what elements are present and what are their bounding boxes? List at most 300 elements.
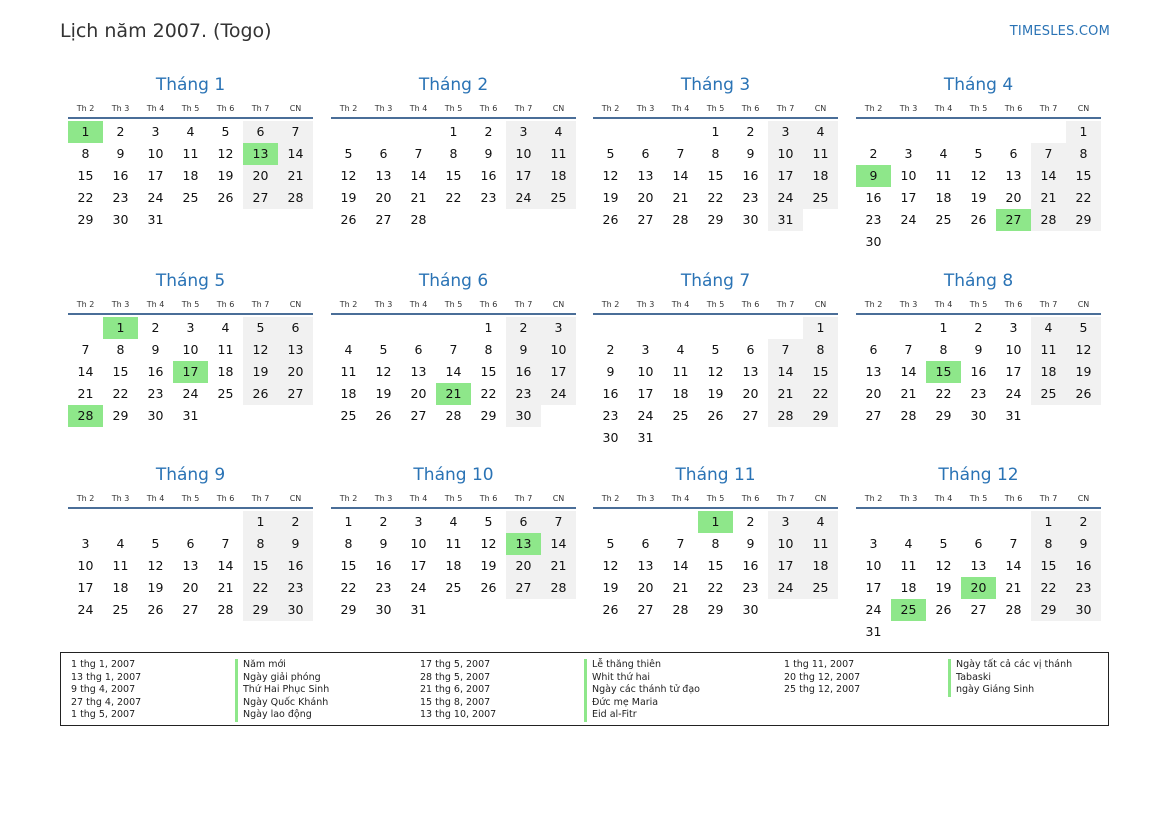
day-cell[interactable]: 28 [1031,209,1066,231]
day-cell[interactable]: 26 [970,212,987,227]
day-cell[interactable]: 12 [147,558,164,573]
day-cell[interactable]: 20 [865,386,882,401]
day-cell[interactable]: 29 [340,602,357,617]
day-cell[interactable]: 30 [970,408,987,423]
day-cell[interactable]: 12 [375,364,392,379]
day-cell[interactable]: 5 [344,146,353,161]
day-cell[interactable]: 7 [449,342,458,357]
day-cell[interactable]: 27 [865,408,882,423]
day-cell[interactable]: 25 [445,580,462,595]
day-cell[interactable]: 3 [1009,320,1018,335]
day-cell[interactable]: 18 [1031,361,1066,383]
day-cell[interactable]: 27 [182,602,199,617]
day-cell[interactable]: 27 [410,408,427,423]
day-cell[interactable]: 20 [410,386,427,401]
day-cell[interactable]: 18 [340,386,357,401]
day-cell[interactable]: 26 [707,408,724,423]
day-cell[interactable]: 2 [506,317,541,339]
day-cell[interactable]: 16 [865,190,882,205]
day-cell[interactable]: 26 [480,580,497,595]
day-cell[interactable]: 3 [81,536,90,551]
day-cell[interactable]: 22 [1031,577,1066,599]
day-cell[interactable]: 26 [1066,383,1101,405]
day-cell[interactable]: 15 [77,168,94,183]
day-cell[interactable]: 5 [221,124,230,139]
day-cell[interactable]: 10 [900,168,917,183]
day-cell[interactable]: 16 [480,168,497,183]
day-cell[interactable]: 13 [865,364,882,379]
day-cell[interactable]: 21 [900,386,917,401]
day-cell[interactable]: 8 [484,342,493,357]
day-cell[interactable]: 14 [77,364,94,379]
day-cell[interactable]: 7 [221,536,230,551]
day-cell[interactable]: 12 [707,364,724,379]
day-cell[interactable]: 26 [147,602,164,617]
day-cell[interactable]: 20 [637,580,654,595]
day-cell[interactable]: 19 [602,190,619,205]
day-cell[interactable]: 13 [1005,168,1022,183]
day-cell[interactable]: 24 [768,577,803,599]
day-cell[interactable]: 17 [410,558,427,573]
day-cell[interactable]: 14 [900,364,917,379]
day-cell[interactable]: 18 [935,190,952,205]
day-cell[interactable]: 5 [939,536,948,551]
day-cell[interactable]: 28 [217,602,234,617]
day-cell[interactable]: 8 [449,146,458,161]
day-cell[interactable]: 22 [803,383,838,405]
day-cell[interactable]: 29 [803,405,838,427]
day-cell[interactable]: 13 [182,558,199,573]
day-cell[interactable]: 11 [445,536,462,551]
day-cell[interactable]: 16 [147,364,164,379]
day-cell[interactable]: 2 [151,320,160,335]
day-cell[interactable]: 19 [935,580,952,595]
day-cell[interactable]: 18 [803,165,838,187]
day-cell[interactable]: 7 [904,342,913,357]
day-cell[interactable]: 12 [602,168,619,183]
day-cell[interactable]: 12 [935,558,952,573]
day-cell[interactable]: 30 [375,602,392,617]
day-cell[interactable]: 29 [1031,599,1066,621]
day-cell[interactable]: 24 [147,190,164,205]
holiday-day-cell[interactable]: 13 [506,533,541,555]
day-cell[interactable]: 11 [112,558,129,573]
day-cell[interactable]: 22 [935,386,952,401]
day-cell[interactable]: 4 [904,536,913,551]
day-cell[interactable]: 17 [900,190,917,205]
day-cell[interactable]: 1 [484,320,493,335]
day-cell[interactable]: 5 [974,146,983,161]
day-cell[interactable]: 20 [637,190,654,205]
day-cell[interactable]: 25 [672,408,689,423]
day-cell[interactable]: 6 [746,342,755,357]
day-cell[interactable]: 15 [112,364,129,379]
day-cell[interactable]: 23 [278,577,313,599]
day-cell[interactable]: 16 [375,558,392,573]
holiday-day-cell[interactable]: 9 [856,165,891,187]
day-cell[interactable]: 1 [1031,511,1066,533]
day-cell[interactable]: 17 [147,168,164,183]
day-cell[interactable]: 1 [449,124,458,139]
day-cell[interactable]: 16 [278,555,313,577]
day-cell[interactable]: 5 [243,317,278,339]
day-cell[interactable]: 2 [1066,511,1101,533]
day-cell[interactable]: 27 [742,408,759,423]
day-cell[interactable]: 10 [410,536,427,551]
day-cell[interactable]: 25 [803,577,838,599]
day-cell[interactable]: 4 [541,121,576,143]
day-cell[interactable]: 18 [672,386,689,401]
day-cell[interactable]: 13 [637,558,654,573]
day-cell[interactable]: 9 [116,146,125,161]
day-cell[interactable]: 25 [803,187,838,209]
day-cell[interactable]: 22 [77,190,94,205]
day-cell[interactable]: 30 [147,408,164,423]
day-cell[interactable]: 4 [344,342,353,357]
day-cell[interactable]: 1 [939,320,948,335]
day-cell[interactable]: 22 [707,190,724,205]
holiday-day-cell[interactable]: 1 [68,121,103,143]
day-cell[interactable]: 7 [768,339,803,361]
day-cell[interactable]: 9 [278,533,313,555]
day-cell[interactable]: 30 [1066,599,1101,621]
day-cell[interactable]: 10 [541,339,576,361]
day-cell[interactable]: 2 [746,124,755,139]
day-cell[interactable]: 15 [243,555,278,577]
day-cell[interactable]: 14 [445,364,462,379]
day-cell[interactable]: 22 [340,580,357,595]
day-cell[interactable]: 14 [1031,165,1066,187]
day-cell[interactable]: 24 [768,187,803,209]
day-cell[interactable]: 8 [243,533,278,555]
day-cell[interactable]: 21 [217,580,234,595]
day-cell[interactable]: 4 [1031,317,1066,339]
day-cell[interactable]: 10 [147,146,164,161]
day-cell[interactable]: 7 [414,146,423,161]
day-cell[interactable]: 15 [480,364,497,379]
day-cell[interactable]: 25 [935,212,952,227]
day-cell[interactable]: 5 [379,342,388,357]
day-cell[interactable]: 9 [606,364,615,379]
day-cell[interactable]: 19 [480,558,497,573]
day-cell[interactable]: 8 [711,146,720,161]
day-cell[interactable]: 25 [217,386,234,401]
day-cell[interactable]: 19 [707,386,724,401]
day-cell[interactable]: 13 [410,364,427,379]
day-cell[interactable]: 3 [768,511,803,533]
day-cell[interactable]: 24 [637,408,654,423]
day-cell[interactable]: 4 [676,342,685,357]
day-cell[interactable]: 27 [970,602,987,617]
day-cell[interactable]: 8 [344,536,353,551]
day-cell[interactable]: 17 [865,580,882,595]
day-cell[interactable]: 4 [186,124,195,139]
day-cell[interactable]: 31 [410,602,427,617]
day-cell[interactable]: 25 [182,190,199,205]
day-cell[interactable]: 6 [506,511,541,533]
day-cell[interactable]: 18 [217,364,234,379]
day-cell[interactable]: 4 [116,536,125,551]
day-cell[interactable]: 18 [541,165,576,187]
day-cell[interactable]: 19 [340,190,357,205]
day-cell[interactable]: 1 [803,317,838,339]
day-cell[interactable]: 30 [112,212,129,227]
day-cell[interactable]: 16 [1066,555,1101,577]
day-cell[interactable]: 8 [81,146,90,161]
day-cell[interactable]: 23 [865,212,882,227]
day-cell[interactable]: 8 [939,342,948,357]
day-cell[interactable]: 10 [865,558,882,573]
day-cell[interactable]: 15 [1031,555,1066,577]
day-cell[interactable]: 15 [707,168,724,183]
day-cell[interactable]: 10 [182,342,199,357]
day-cell[interactable]: 21 [278,165,313,187]
day-cell[interactable]: 16 [742,168,759,183]
day-cell[interactable]: 30 [742,212,759,227]
day-cell[interactable]: 8 [116,342,125,357]
day-cell[interactable]: 13 [637,168,654,183]
day-cell[interactable]: 5 [484,514,493,529]
day-cell[interactable]: 7 [81,342,90,357]
day-cell[interactable]: 7 [278,121,313,143]
day-cell[interactable]: 4 [449,514,458,529]
day-cell[interactable]: 6 [414,342,423,357]
day-cell[interactable]: 9 [1066,533,1101,555]
day-cell[interactable]: 20 [742,386,759,401]
day-cell[interactable]: 24 [506,187,541,209]
day-cell[interactable]: 15 [340,558,357,573]
day-cell[interactable]: 2 [746,514,755,529]
day-cell[interactable]: 27 [637,212,654,227]
day-cell[interactable]: 6 [186,536,195,551]
day-cell[interactable]: 26 [340,212,357,227]
day-cell[interactable]: 23 [480,190,497,205]
day-cell[interactable]: 28 [900,408,917,423]
day-cell[interactable]: 15 [803,361,838,383]
day-cell[interactable]: 3 [414,514,423,529]
day-cell[interactable]: 14 [672,168,689,183]
holiday-day-cell[interactable]: 20 [961,577,996,599]
day-cell[interactable]: 9 [151,342,160,357]
day-cell[interactable]: 19 [243,361,278,383]
day-cell[interactable]: 5 [606,146,615,161]
day-cell[interactable]: 10 [1005,342,1022,357]
day-cell[interactable]: 31 [637,430,654,445]
day-cell[interactable]: 20 [182,580,199,595]
day-cell[interactable]: 17 [541,361,576,383]
day-cell[interactable]: 12 [217,146,234,161]
day-cell[interactable]: 4 [803,121,838,143]
day-cell[interactable]: 10 [768,143,803,165]
day-cell[interactable]: 18 [112,580,129,595]
day-cell[interactable]: 12 [1066,339,1101,361]
day-cell[interactable]: 25 [112,602,129,617]
day-cell[interactable]: 15 [1066,165,1101,187]
day-cell[interactable]: 14 [410,168,427,183]
day-cell[interactable]: 11 [803,533,838,555]
holiday-day-cell[interactable]: 1 [698,511,733,533]
day-cell[interactable]: 13 [278,339,313,361]
day-cell[interactable]: 11 [672,364,689,379]
day-cell[interactable]: 7 [1031,143,1066,165]
day-cell[interactable]: 31 [1005,408,1022,423]
day-cell[interactable]: 6 [869,342,878,357]
day-cell[interactable]: 11 [541,143,576,165]
day-cell[interactable]: 20 [243,165,278,187]
day-cell[interactable]: 24 [541,383,576,405]
day-cell[interactable]: 8 [1066,143,1101,165]
day-cell[interactable]: 2 [116,124,125,139]
day-cell[interactable]: 9 [379,536,388,551]
day-cell[interactable]: 23 [602,408,619,423]
day-cell[interactable]: 24 [77,602,94,617]
day-cell[interactable]: 26 [217,190,234,205]
day-cell[interactable]: 21 [541,555,576,577]
day-cell[interactable]: 26 [602,602,619,617]
day-cell[interactable]: 13 [375,168,392,183]
day-cell[interactable]: 14 [672,558,689,573]
day-cell[interactable]: 25 [1031,383,1066,405]
day-cell[interactable]: 27 [506,577,541,599]
day-cell[interactable]: 15 [707,558,724,573]
day-cell[interactable]: 27 [375,212,392,227]
day-cell[interactable]: 1 [711,124,720,139]
day-cell[interactable]: 4 [221,320,230,335]
day-cell[interactable]: 21 [77,386,94,401]
day-cell[interactable]: 30 [278,599,313,621]
day-cell[interactable]: 29 [707,602,724,617]
day-cell[interactable]: 18 [803,555,838,577]
day-cell[interactable]: 24 [182,386,199,401]
day-cell[interactable]: 20 [506,555,541,577]
day-cell[interactable]: 12 [602,558,619,573]
day-cell[interactable]: 30 [506,405,541,427]
day-cell[interactable]: 2 [484,124,493,139]
day-cell[interactable]: 20 [1005,190,1022,205]
day-cell[interactable]: 27 [243,187,278,209]
day-cell[interactable]: 21 [410,190,427,205]
day-cell[interactable]: 12 [970,168,987,183]
day-cell[interactable]: 16 [112,168,129,183]
day-cell[interactable]: 19 [147,580,164,595]
day-cell[interactable]: 19 [970,190,987,205]
day-cell[interactable]: 20 [278,361,313,383]
day-cell[interactable]: 5 [606,536,615,551]
day-cell[interactable]: 18 [182,168,199,183]
day-cell[interactable]: 24 [865,602,882,617]
day-cell[interactable]: 2 [606,342,615,357]
day-cell[interactable]: 26 [935,602,952,617]
day-cell[interactable]: 22 [1066,187,1101,209]
holiday-day-cell[interactable]: 25 [891,599,926,621]
day-cell[interactable]: 2 [869,146,878,161]
day-cell[interactable]: 19 [375,386,392,401]
day-cell[interactable]: 1 [344,514,353,529]
day-cell[interactable]: 29 [77,212,94,227]
day-cell[interactable]: 23 [506,383,541,405]
day-cell[interactable]: 28 [1005,602,1022,617]
day-cell[interactable]: 17 [506,165,541,187]
day-cell[interactable]: 28 [672,602,689,617]
holiday-day-cell[interactable]: 15 [926,361,961,383]
day-cell[interactable]: 23 [112,190,129,205]
day-cell[interactable]: 16 [506,361,541,383]
day-cell[interactable]: 3 [186,320,195,335]
day-cell[interactable]: 21 [672,580,689,595]
day-cell[interactable]: 17 [77,580,94,595]
day-cell[interactable]: 5 [711,342,720,357]
day-cell[interactable]: 13 [970,558,987,573]
day-cell[interactable]: 1 [1066,121,1101,143]
day-cell[interactable]: 9 [746,536,755,551]
day-cell[interactable]: 21 [1031,187,1066,209]
day-cell[interactable]: 7 [676,146,685,161]
day-cell[interactable]: 23 [1066,577,1101,599]
day-cell[interactable]: 3 [641,342,650,357]
day-cell[interactable]: 24 [410,580,427,595]
day-cell[interactable]: 17 [768,165,803,187]
day-cell[interactable]: 1 [243,511,278,533]
day-cell[interactable]: 12 [340,168,357,183]
day-cell[interactable]: 12 [480,536,497,551]
day-cell[interactable]: 6 [641,536,650,551]
day-cell[interactable]: 26 [602,212,619,227]
day-cell[interactable]: 11 [803,143,838,165]
day-cell[interactable]: 26 [243,383,278,405]
day-cell[interactable]: 31 [147,212,164,227]
day-cell[interactable]: 29 [707,212,724,227]
day-cell[interactable]: 29 [112,408,129,423]
day-cell[interactable]: 11 [217,342,234,357]
day-cell[interactable]: 16 [602,386,619,401]
day-cell[interactable]: 14 [278,143,313,165]
day-cell[interactable]: 25 [340,408,357,423]
day-cell[interactable]: 22 [480,386,497,401]
day-cell[interactable]: 23 [970,386,987,401]
day-cell[interactable]: 8 [803,339,838,361]
day-cell[interactable]: 3 [506,121,541,143]
day-cell[interactable]: 29 [243,599,278,621]
day-cell[interactable]: 7 [1009,536,1018,551]
day-cell[interactable]: 22 [243,577,278,599]
day-cell[interactable]: 3 [869,536,878,551]
day-cell[interactable]: 10 [77,558,94,573]
day-cell[interactable]: 10 [506,143,541,165]
day-cell[interactable]: 12 [243,339,278,361]
day-cell[interactable]: 9 [974,342,983,357]
day-cell[interactable]: 11 [935,168,952,183]
day-cell[interactable]: 10 [768,533,803,555]
day-cell[interactable]: 28 [445,408,462,423]
day-cell[interactable]: 9 [506,339,541,361]
day-cell[interactable]: 6 [974,536,983,551]
day-cell[interactable]: 9 [484,146,493,161]
day-cell[interactable]: 14 [541,533,576,555]
day-cell[interactable]: 6 [641,146,650,161]
holiday-day-cell[interactable]: 21 [436,383,471,405]
day-cell[interactable]: 7 [541,511,576,533]
day-cell[interactable]: 10 [637,364,654,379]
day-cell[interactable]: 6 [278,317,313,339]
day-cell[interactable]: 2 [278,511,313,533]
day-cell[interactable]: 5 [151,536,160,551]
day-cell[interactable]: 14 [768,361,803,383]
day-cell[interactable]: 24 [1005,386,1022,401]
day-cell[interactable]: 22 [707,580,724,595]
day-cell[interactable]: 29 [935,408,952,423]
day-cell[interactable]: 9 [746,146,755,161]
day-cell[interactable]: 26 [375,408,392,423]
